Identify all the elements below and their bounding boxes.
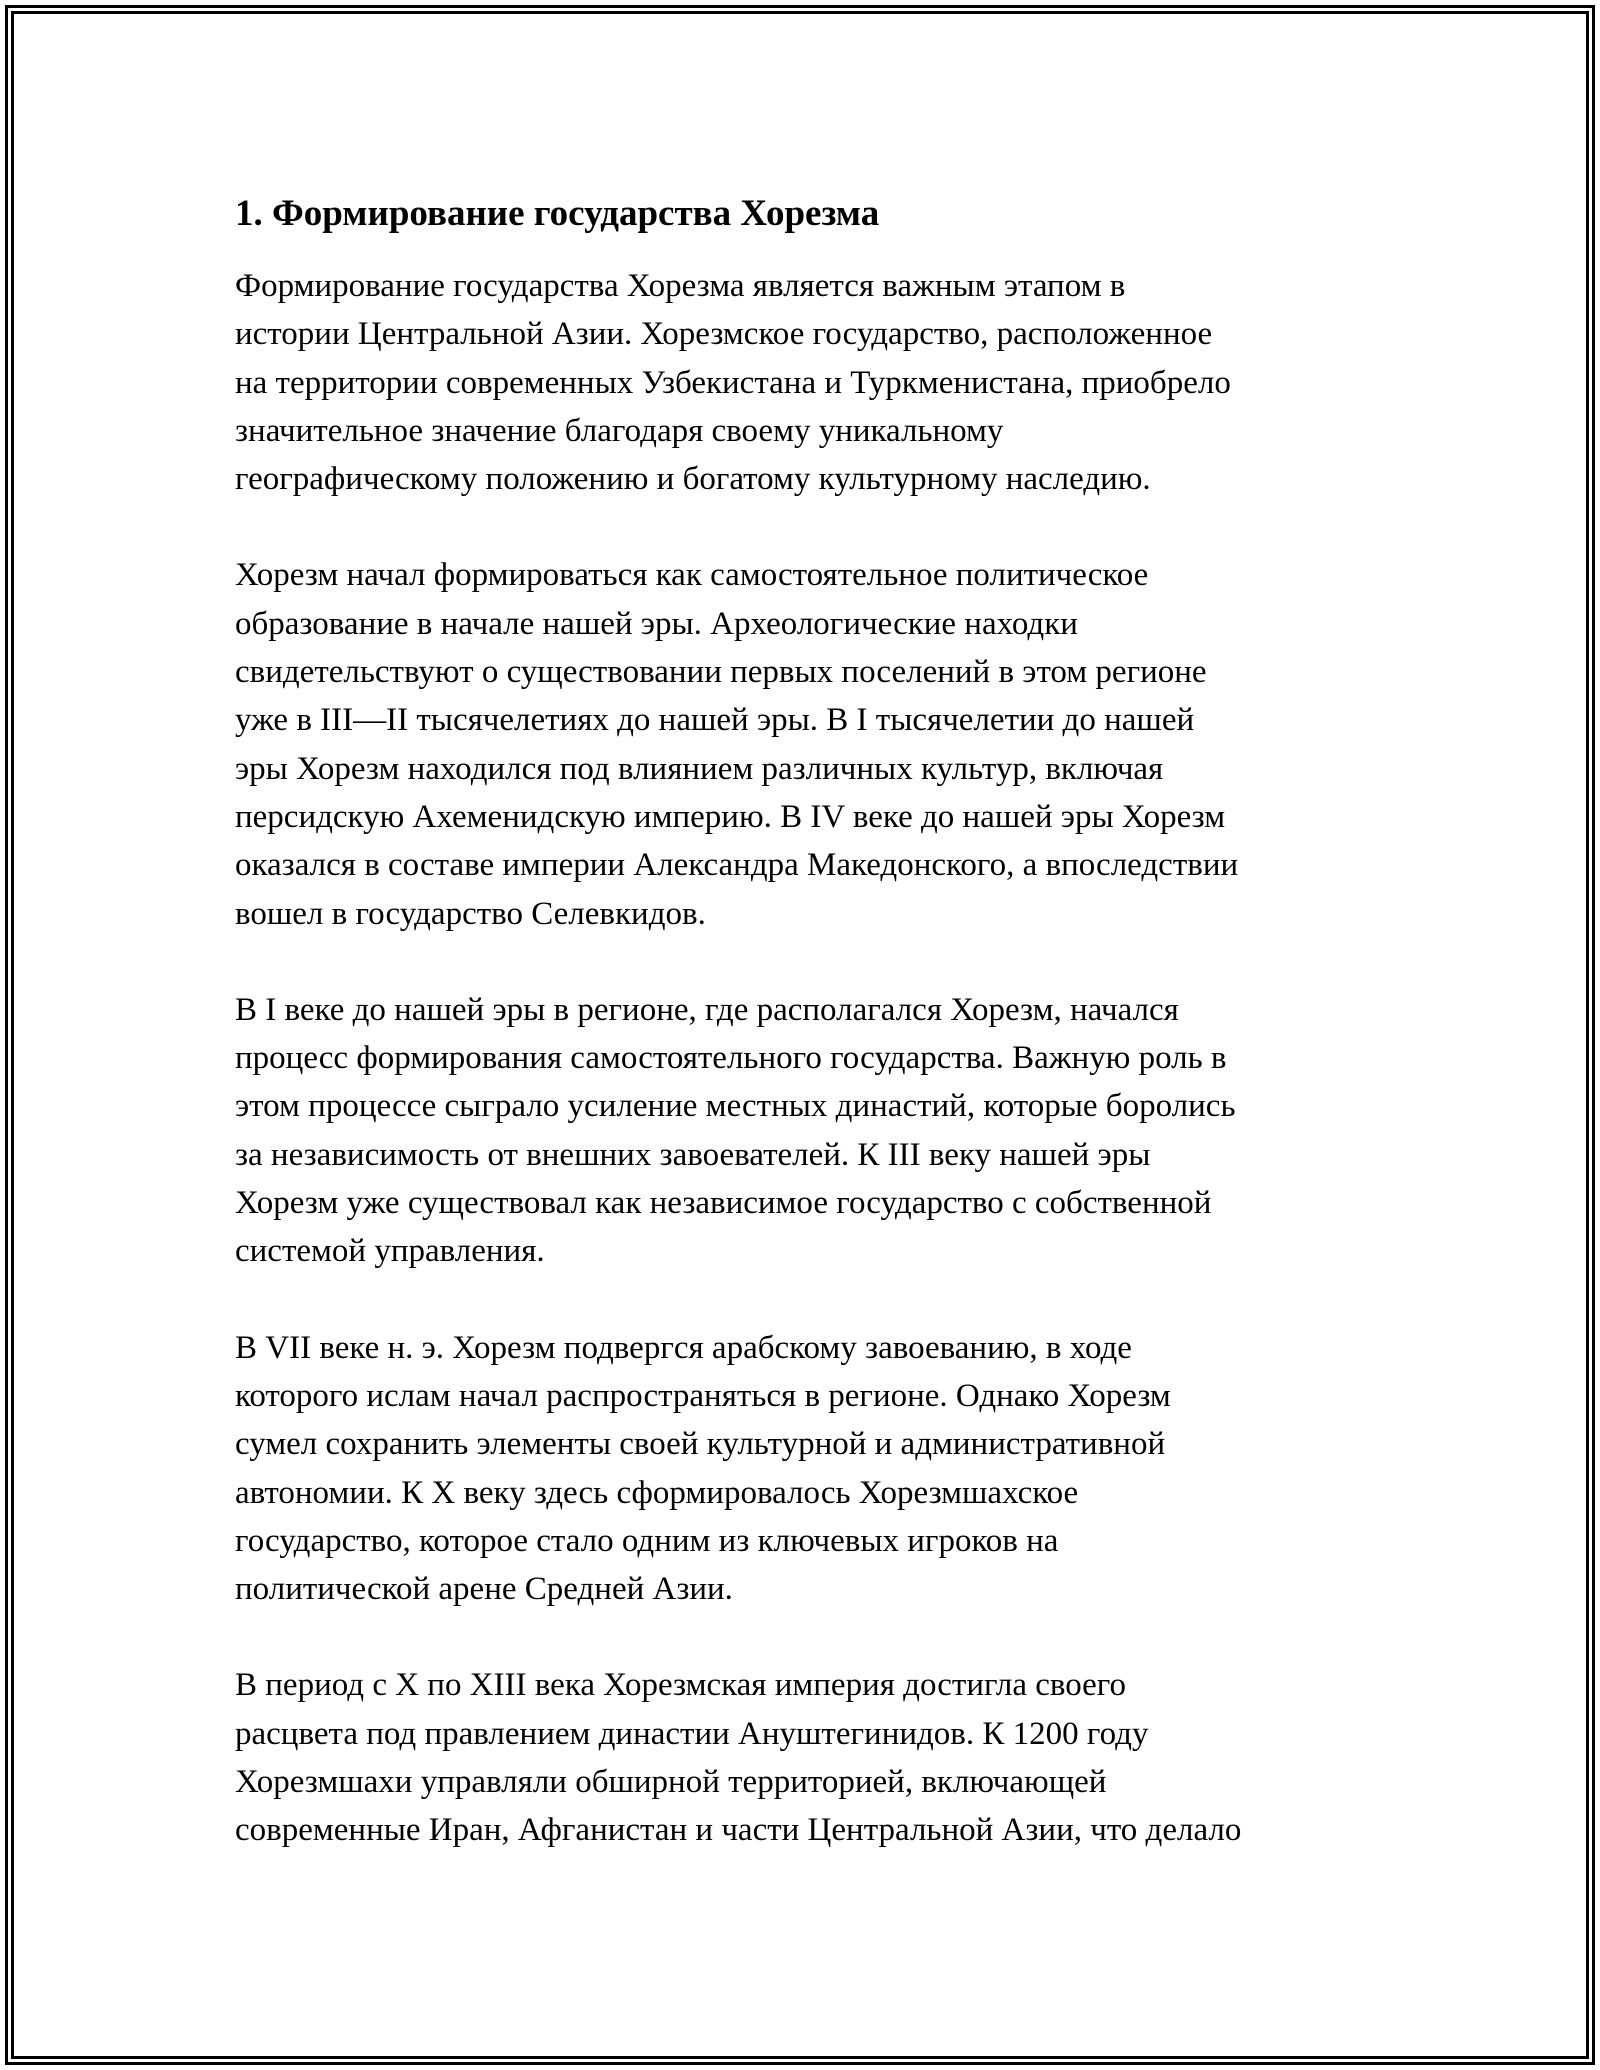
text-line: В VII веке н. э. Хорезм подвергся арабскому завоеванию, в ходе <box>235 1329 1132 1366</box>
text-line: Хорезмшахи управляли обширной территорией, включающей <box>235 1764 1107 1801</box>
text-line: которого ислам начал распространяться в регионе. Однако Хорезм <box>235 1377 1171 1414</box>
text-line: этом процессе сыграло усиление местных династий, которые боролись <box>235 1088 1236 1125</box>
text-line: географическому положению и богатому культурному наследию. <box>235 461 1151 498</box>
text-line: В период с X по XIII века Хорезмская империя достигла своего <box>235 1667 1126 1704</box>
paragraph <box>235 1661 1365 1854</box>
text-line: процесс формирования самостоятельного государства. Важную роль в <box>235 1040 1227 1077</box>
text-line: свидетельствуют о существовании первых поселений в этом регионе <box>235 654 1207 691</box>
text-line: Формирование государства Хорезма является важным этапом в <box>235 268 1126 304</box>
text-line: персидскую Ахеменидскую империю. В IV веке до нашей эры Хорезм <box>235 798 1226 835</box>
text-line: эры Хорезм находился под влиянием различных культур, включая <box>235 750 1164 787</box>
text-line: автономии. К X веку здесь сформировалось Хорезмшахское <box>235 1474 1079 1511</box>
document-body <box>235 188 1365 1855</box>
text-line: расцвета под правлением династии Ануштегинидов. К 1200 году <box>235 1715 1149 1752</box>
text-line: значительное значение благодаря своему уникальному <box>235 412 1004 449</box>
paragraph <box>235 551 1365 937</box>
text-line: уже в III—II тысячелетиях до нашей эры. В I тысячелетии до нашей <box>235 702 1195 739</box>
paragraph <box>235 986 1365 1276</box>
text-line: Хорезм начал формироваться как самостоятельное политическое <box>235 557 1149 594</box>
text-line: на территории современных Узбекистана и Туркменистана, приобрело <box>235 364 1231 401</box>
text-line: сумел сохранить элементы своей культурной и административной <box>235 1426 1166 1463</box>
paragraph <box>235 1324 1365 1614</box>
text-line: образование в начале нашей эры. Археологические находки <box>235 605 1078 642</box>
text-line: государство, которое стало одним из ключевых игроков на <box>235 1522 1059 1559</box>
text-line: современные Иран, Афганистан и части Центральной Азии, что делало <box>235 1812 1242 1849</box>
text-line: оказался в составе империи Александра Македонского, а впоследствии <box>235 847 1239 884</box>
section-heading: 1. Формирование государства Хорезма <box>235 193 880 234</box>
paragraphs-container <box>235 262 1365 1855</box>
text-line: В I веке до нашей эры в регионе, где располагался Хорезм, начался <box>235 991 1179 1028</box>
text-line: истории Центральной Азии. Хорезмское государство, расположенное <box>235 316 1213 353</box>
text-line: системой управления. <box>235 1233 545 1270</box>
paragraph <box>235 262 1365 503</box>
text-line: Хорезм уже существовал как независимое государство с собственной <box>235 1185 1212 1222</box>
text-line: за независимость от внешних завоевателей. К III веку нашей эры <box>235 1136 1151 1173</box>
text-line: вошел в государство Селевкидов. <box>235 895 706 932</box>
text-line: политической арене Средней Азии. <box>235 1571 733 1608</box>
